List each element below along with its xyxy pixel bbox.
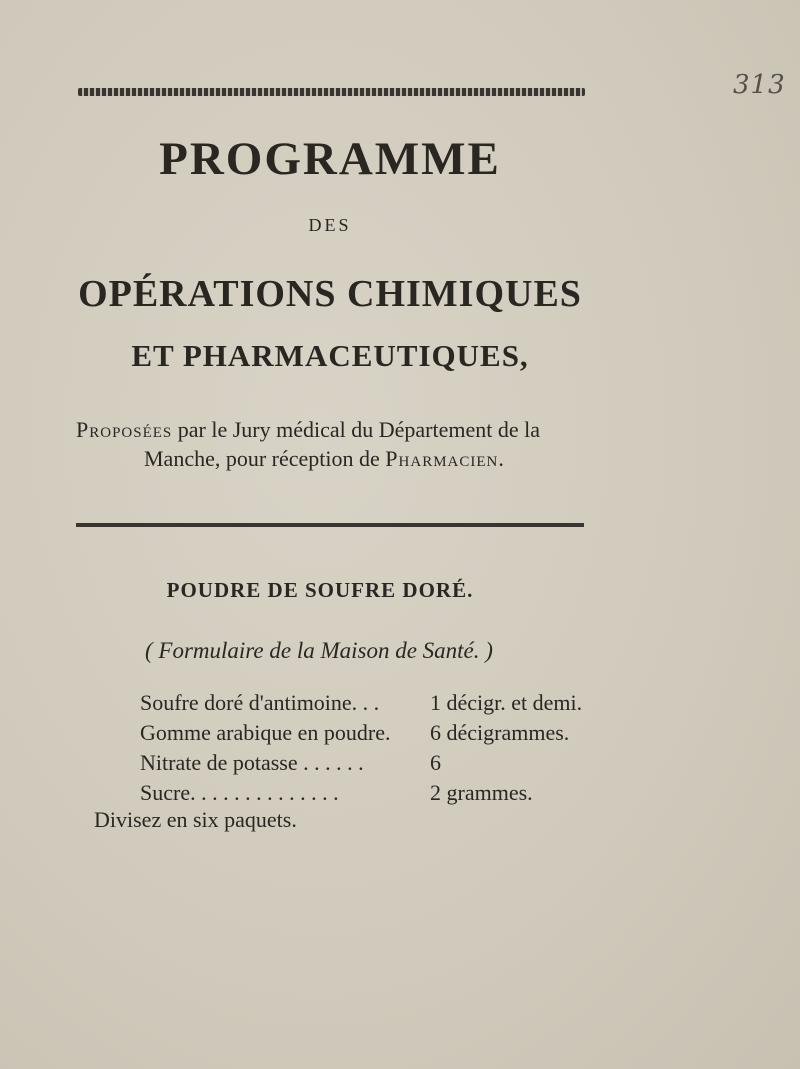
list-item	[140, 750, 610, 780]
section-title: POUDRE DE SOUFRE DORÉ.	[166, 578, 474, 602]
intro-line-2	[76, 444, 596, 473]
title-line-4: ET PHARMACEUTIQUES,	[131, 338, 529, 373]
ingredient-name: Soufre doré d'antimoine. . .	[140, 690, 380, 715]
list-item	[140, 690, 610, 720]
closing-instruction: Divisez en six paquets.	[94, 807, 297, 832]
intro-end: .	[498, 446, 504, 471]
recipe-list	[140, 690, 610, 810]
title-line-2: DES	[308, 215, 352, 235]
ingredient-name: Nitrate de potasse . . . . . .	[140, 750, 364, 775]
ornamental-rule-top	[78, 88, 585, 96]
ingredient-name: Sucre. . . . . . . . . . . . . .	[140, 780, 339, 805]
ingredient-quantity: 6	[430, 750, 441, 775]
ingredient-quantity: 2 grammes.	[430, 780, 533, 805]
intro-pharmacien: Pharmacien	[385, 446, 499, 471]
separator-rule	[76, 523, 584, 527]
intro-text-1: par le Jury médical du Département de la	[172, 417, 541, 442]
page-number: 313	[733, 70, 786, 100]
list-item	[140, 720, 610, 750]
title-line-3: OPÉRATIONS CHIMIQUES	[78, 273, 582, 315]
title-line-1: PROGRAMME	[159, 133, 501, 185]
list-item	[140, 780, 610, 810]
ingredient-quantity: 1 décigr. et demi.	[430, 690, 583, 715]
ingredient-name: Gomme arabique en poudre.	[140, 720, 391, 745]
intro-paragraph	[76, 415, 596, 473]
intro-text-2: Manche, pour réception de	[144, 446, 386, 471]
source-note: ( Formulaire de la Maison de Santé. )	[145, 638, 493, 663]
intro-proposees: Proposées	[76, 417, 173, 442]
ingredient-quantity: 6 décigrammes.	[430, 720, 570, 745]
